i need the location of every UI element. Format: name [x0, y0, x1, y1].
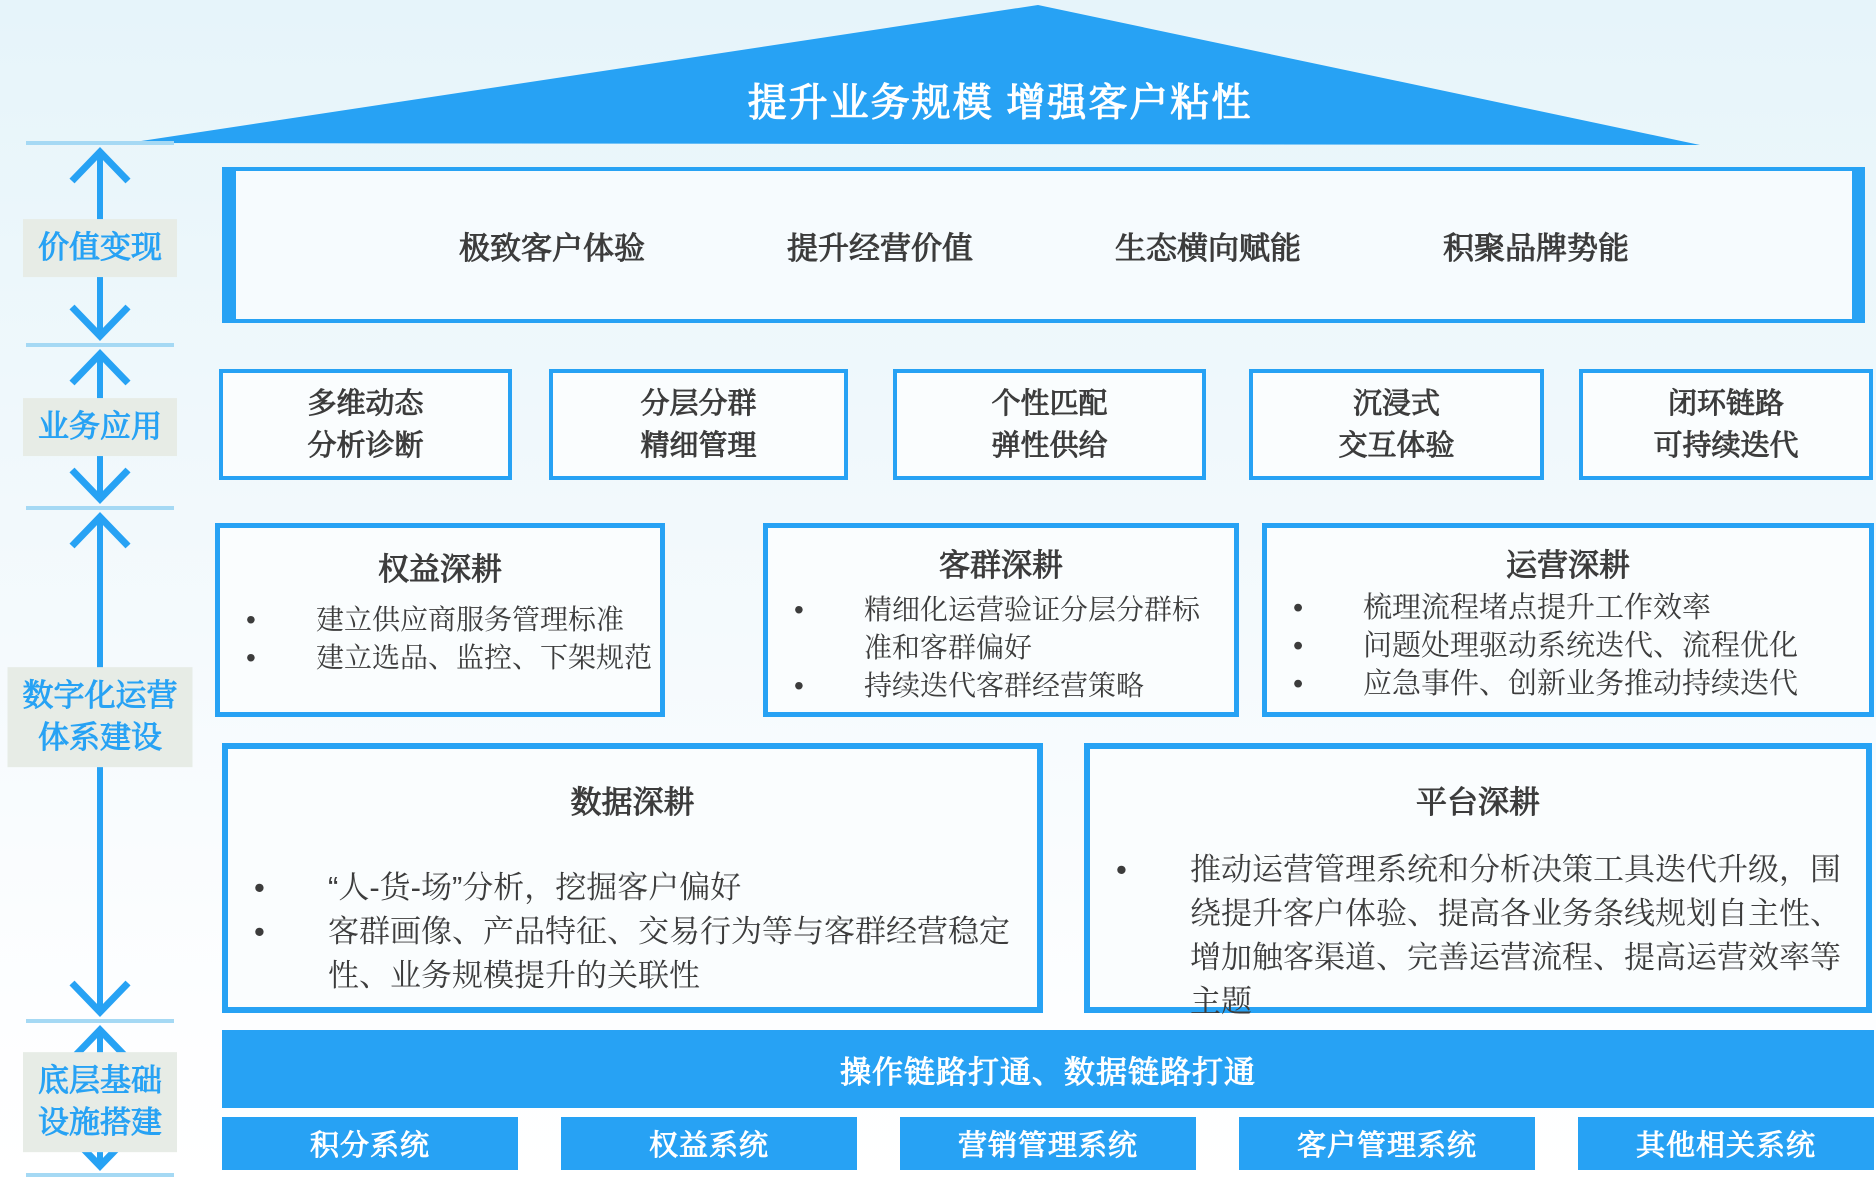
- bullet-item: [220, 601, 660, 639]
- bullet-item: [768, 591, 1234, 667]
- app-box-line: 可持续迭代: [1653, 429, 1799, 462]
- bullet-text: 客群画像、产品特征、交易行为等与客群经营稳定性、业务规模提升的关联性: [328, 914, 1010, 993]
- bullet-dot: [1267, 589, 1363, 627]
- rail-label-line: 业务应用: [38, 409, 162, 445]
- box-title: 客群深耕: [939, 548, 1063, 583]
- rail-label-infrastructure: [23, 1052, 177, 1152]
- bullet-text: 推动运营管理系统和分析决策工具迭代升级，围绕提升客户体验、提高各业务条线规划自主性、增加触客渠道、完善运营流程、提高运营效率等主题: [1190, 852, 1841, 1019]
- link-bar-label: 操作链路打通、数据链路打通: [840, 1054, 1256, 1090]
- rail-label-line: 数字化运营: [22, 678, 178, 714]
- app-box-closed-loop: [1579, 369, 1873, 480]
- system-label: 积分系统: [309, 1130, 430, 1162]
- system-box-other: [1578, 1117, 1874, 1170]
- systems-row: [222, 1117, 1874, 1170]
- rail-label-line: 体系建设: [38, 720, 162, 755]
- bullet-list: [768, 591, 1234, 705]
- bullet-item: [228, 866, 1037, 910]
- value-item: 积聚品牌势能: [1443, 230, 1629, 266]
- bullet-dot: [1267, 665, 1363, 703]
- bullet-dot: [228, 910, 328, 998]
- bullet-text: 问题处理驱动系统迭代、流程优化: [1363, 630, 1799, 662]
- bullet-dot: [220, 639, 316, 677]
- bullet-dot: [768, 591, 864, 667]
- system-box-points: [222, 1117, 518, 1170]
- value-item: 生态横向赋能: [1115, 230, 1301, 266]
- bullet-text: 梳理流程堵点提升工作效率: [1363, 592, 1712, 624]
- app-box-line: 分层分群: [640, 387, 757, 420]
- bullet-text: 持续迭代客群经营策略: [864, 670, 1145, 701]
- cultivation-box-rights: [215, 523, 665, 717]
- value-item: 极致客户体验: [459, 230, 645, 266]
- app-box-personal-matching: [893, 369, 1206, 480]
- app-box-line: 沉浸式: [1352, 387, 1440, 420]
- rail-label-line: 价值变现: [38, 230, 162, 266]
- bullet-item: [228, 910, 1037, 998]
- bullet-item: [768, 667, 1234, 705]
- bullet-list: [1267, 589, 1869, 703]
- rail-label-value-realization: [23, 219, 177, 277]
- app-box-line: 个性匹配: [991, 387, 1108, 420]
- app-box-line: 多维动态: [307, 387, 424, 420]
- bullet-dot: [228, 866, 328, 910]
- bullet-dot: [1090, 848, 1190, 1024]
- bullet-text: 精细化运营验证分层分群标准和客群偏好: [864, 594, 1201, 663]
- cultivation-box-customers: [763, 523, 1239, 717]
- bullet-text: 建立选品、监控、下架规范: [316, 642, 653, 673]
- rail-label-business-application: [23, 398, 177, 456]
- link-bar: [222, 1030, 1874, 1108]
- bullet-dot: [768, 667, 864, 705]
- system-box-customer: [1239, 1117, 1535, 1170]
- roof-title: 提升业务规模 增强客户粘性: [747, 82, 1253, 125]
- app-box-line: 弹性供给: [991, 429, 1108, 462]
- rail-label-line: 设施搭建: [38, 1105, 162, 1140]
- app-box-line: 交互体验: [1338, 429, 1455, 462]
- system-box-rights: [561, 1117, 857, 1170]
- rail-label-digital-operations: [8, 667, 193, 767]
- deep-box-data: [222, 743, 1043, 1013]
- bullet-item: [220, 639, 660, 677]
- box-title: 运营深耕: [1506, 548, 1630, 583]
- deep-box-platform: [1084, 743, 1872, 1019]
- system-box-marketing: [900, 1117, 1196, 1170]
- bullet-list: [1090, 848, 1866, 1024]
- bullet-list: [228, 866, 1037, 998]
- app-box-dynamic-analysis: [219, 369, 512, 480]
- bullet-text: “人-货-场”分析，挖掘客户偏好: [328, 870, 742, 905]
- bullet-item: [1267, 589, 1869, 627]
- value-item: 提升经营价值: [787, 230, 973, 266]
- system-label: 其他相关系统: [1635, 1130, 1816, 1162]
- system-label: 营销管理系统: [957, 1130, 1138, 1162]
- cultivation-box-operations: [1262, 523, 1874, 717]
- system-label: 客户管理系统: [1296, 1130, 1477, 1162]
- box-title: 平台深耕: [1416, 785, 1540, 820]
- bullet-dot: [220, 601, 316, 639]
- app-box-layered-management: [549, 369, 848, 480]
- bullet-list: [220, 601, 660, 677]
- value-realization-box: [222, 167, 1865, 323]
- app-box-line: 分析诊断: [307, 429, 424, 462]
- bullet-text: 应急事件、创新业务推动持续迭代: [1363, 668, 1799, 700]
- bullet-dot: [1267, 627, 1363, 665]
- app-box-immersive-experience: [1249, 369, 1544, 480]
- system-label: 权益系统: [648, 1130, 769, 1162]
- bullet-item: [1267, 665, 1869, 703]
- app-box-line: 闭环链路: [1667, 387, 1784, 420]
- bullet-item: [1090, 848, 1866, 1024]
- box-title: 权益深耕: [378, 552, 502, 587]
- bullet-text: 建立供应商服务管理标准: [316, 604, 625, 635]
- bullet-item: [1267, 627, 1869, 665]
- left-rail-arrows: [0, 0, 200, 1186]
- rail-label-line: 底层基础: [38, 1063, 162, 1099]
- box-title: 数据深耕: [570, 785, 695, 820]
- app-box-line: 精细管理: [640, 429, 757, 462]
